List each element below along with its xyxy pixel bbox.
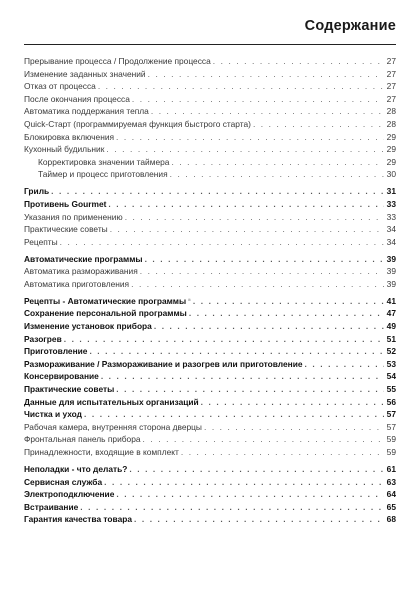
toc-entry-title: Указания по применению <box>24 211 123 222</box>
toc-entry-title: Рецепты <box>24 236 58 247</box>
header-rule <box>24 44 396 45</box>
toc-page-number: 29 <box>386 144 396 155</box>
toc-leader-dots <box>64 333 384 346</box>
toc-page-number: 63 <box>386 476 396 487</box>
toc-entry-title: Рабочая камера, внутренняя сторона дверцы <box>24 421 202 432</box>
toc-entry <box>24 476 396 489</box>
toc-entry <box>24 105 396 118</box>
toc-leader-dots <box>51 185 384 198</box>
toc-entry <box>24 433 396 446</box>
toc-leader-dots <box>106 143 384 156</box>
toc-entry <box>24 156 396 169</box>
toc-entry <box>24 345 396 358</box>
toc-leader-dots <box>148 68 384 81</box>
toc-entry <box>24 55 396 68</box>
toc-entry-title: Кухонный будильник <box>24 144 105 155</box>
toc-page-number: 56 <box>386 396 396 407</box>
toc-leader-dots <box>104 476 384 489</box>
toc-entry <box>24 370 396 383</box>
toc-entry <box>24 211 396 224</box>
toc-leader-dots <box>101 370 384 383</box>
toc-page-number: 29 <box>386 131 396 142</box>
toc-page-number: 39 <box>386 278 396 289</box>
toc-page-number: 41 <box>386 295 396 306</box>
toc-leader-dots <box>170 168 384 181</box>
toc-entry-title: Практические советы <box>24 384 115 395</box>
toc-entry <box>24 463 396 476</box>
toc-entry-title: Корректировка значении таймера <box>38 156 170 167</box>
toc-entry <box>24 143 396 156</box>
toc-entry-title: Разогрев <box>24 333 62 344</box>
toc-entry-title: Принадлежности, входящие в комплект <box>24 446 179 457</box>
toc-leader-dots <box>151 105 384 118</box>
toc-entry-title: Консервирование <box>24 371 99 382</box>
toc-entry <box>24 358 396 371</box>
toc-page-number: 47 <box>386 308 396 319</box>
toc-page-number: 31 <box>386 186 396 197</box>
toc-entry-title: Электроподключение <box>24 489 115 500</box>
toc-page-number: 65 <box>386 501 396 512</box>
toc-entry-title: Приготовление <box>24 346 88 357</box>
toc-leader-dots <box>154 320 384 333</box>
toc-leader-dots <box>131 278 384 291</box>
toc-leader-dots <box>201 396 384 409</box>
toc-leader-dots <box>181 446 384 459</box>
steam-icon <box>188 295 191 304</box>
table-of-contents <box>24 55 396 526</box>
toc-leader-dots <box>116 488 384 501</box>
toc-entry <box>24 68 396 81</box>
toc-page-number: 52 <box>386 346 396 357</box>
toc-leader-dots <box>60 236 384 249</box>
toc-leader-dots <box>145 253 384 266</box>
toc-leader-dots <box>143 433 384 446</box>
toc-entry-title: Quick-Старт (программируемая функция быстрого старта) <box>24 118 251 129</box>
toc-leader-dots <box>129 463 384 476</box>
toc-entry <box>24 265 396 278</box>
toc-page-number: 64 <box>386 489 396 500</box>
toc-leader-dots <box>132 93 384 106</box>
toc-entry-title: Рецепты - Автоматические программы <box>24 295 187 306</box>
toc-entry-title: Автоматические программы <box>24 253 143 264</box>
toc-entry-title: Изменение заданных значений <box>24 68 146 79</box>
toc-leader-dots <box>125 211 384 224</box>
toc-entry <box>24 118 396 131</box>
toc-entry-title: Данные для испытательных организаций <box>24 396 199 407</box>
toc-page-number: 33 <box>386 211 396 222</box>
toc-leader-dots <box>80 501 384 514</box>
toc-entry-title: Сервисная служба <box>24 476 103 487</box>
toc-entry-title: Гарантия качества товара <box>24 514 132 525</box>
toc-page-number: 68 <box>386 514 396 525</box>
toc-page-number: 54 <box>386 371 396 382</box>
toc-leader-dots <box>108 198 384 211</box>
toc-entry <box>24 93 396 106</box>
toc-entry-title: Отказ от процесса <box>24 81 96 92</box>
toc-leader-dots <box>213 55 384 68</box>
toc-leader-dots <box>204 421 384 434</box>
toc-entry <box>24 236 396 249</box>
toc-page-number: 28 <box>386 106 396 117</box>
toc-entry-title: Размораживание / Размораживание и разогрев или приготовление <box>24 358 303 369</box>
toc-page-number: 30 <box>386 169 396 180</box>
toc-page-number: 33 <box>386 198 396 209</box>
toc-leader-dots <box>84 408 384 421</box>
toc-entry-title: Противень Gourmet <box>24 198 107 209</box>
toc-page-number: 39 <box>386 253 396 264</box>
page-title: Содержание <box>304 18 396 34</box>
toc-entry-title: Автоматика размораживания <box>24 266 138 277</box>
toc-page-number: 59 <box>386 446 396 457</box>
toc-entry-title: Практические советы <box>24 224 108 235</box>
toc-entry <box>24 131 396 144</box>
toc-page-number: 28 <box>386 118 396 129</box>
toc-entry-title: Гриль <box>24 186 50 197</box>
toc-page-number: 57 <box>386 409 396 420</box>
toc-leader-dots <box>116 131 384 144</box>
toc-page-number: 51 <box>386 333 396 344</box>
toc-entry-title: Изменение установок прибора <box>24 321 152 332</box>
toc-entry <box>24 446 396 459</box>
toc-page-number: 29 <box>386 156 396 167</box>
toc-entry-title: Автоматика приготовления <box>24 278 130 289</box>
toc-page-number: 34 <box>386 224 396 235</box>
toc-entry <box>24 223 396 236</box>
toc-page-number: 27 <box>386 81 396 92</box>
toc-entry <box>24 253 396 266</box>
toc-page-number: 59 <box>386 434 396 445</box>
toc-page-number: 27 <box>386 68 396 79</box>
toc-page-number: 27 <box>386 56 396 66</box>
toc-entry-title: После окончания процесса <box>24 93 130 104</box>
toc-entry-title: Таймер и процесс приготовления <box>38 169 168 180</box>
toc-leader-dots <box>305 358 384 371</box>
toc-entry-title: Встраивание <box>24 501 79 512</box>
toc-page-number: 27 <box>386 93 396 104</box>
toc-entry-title: Блокировка включения <box>24 131 115 142</box>
toc-entry-title: Фронтальная панель прибора <box>24 434 141 445</box>
toc-leader-dots <box>116 383 384 396</box>
toc-entry <box>24 501 396 514</box>
toc-entry <box>24 421 396 434</box>
toc-entry-title: Прерывание процесса / Продолжение процесса <box>24 56 211 66</box>
toc-leader-dots <box>189 307 384 320</box>
toc-entry <box>24 278 396 291</box>
toc-entry-title: Неполадки - что делать? <box>24 463 128 474</box>
toc-page-number: 39 <box>386 266 396 277</box>
toc-leader-dots <box>110 223 384 236</box>
toc-entry <box>24 383 396 396</box>
toc-leader-dots <box>134 513 384 526</box>
toc-page-number: 53 <box>386 358 396 369</box>
toc-entry <box>24 198 396 211</box>
toc-entry <box>24 513 396 526</box>
toc-entry <box>24 185 396 198</box>
toc-entry <box>24 307 396 320</box>
toc-entry-title: Автоматика поддержания тепла <box>24 106 149 117</box>
toc-leader-dots <box>98 80 384 93</box>
toc-entry <box>24 333 396 346</box>
toc-entry <box>24 168 396 181</box>
toc-leader-dots <box>140 265 384 278</box>
toc-entry-title: Чистка и уход <box>24 409 82 420</box>
toc-page-number: 49 <box>386 321 396 332</box>
toc-page-number: 57 <box>386 421 396 432</box>
toc-leader-dots <box>89 345 384 358</box>
toc-entry <box>24 396 396 409</box>
toc-page-number: 34 <box>386 236 396 247</box>
toc-entry-title: Сохранение персональной программы <box>24 308 187 319</box>
toc-entry <box>24 488 396 501</box>
toc-entry <box>24 408 396 421</box>
toc-leader-dots <box>193 295 384 308</box>
toc-page-number: 55 <box>386 384 396 395</box>
toc-entry <box>24 80 396 93</box>
toc-leader-dots <box>253 118 384 131</box>
toc-entry <box>24 320 396 333</box>
toc-leader-dots <box>171 156 384 169</box>
toc-entry <box>24 295 396 308</box>
toc-page-number: 61 <box>386 463 396 474</box>
